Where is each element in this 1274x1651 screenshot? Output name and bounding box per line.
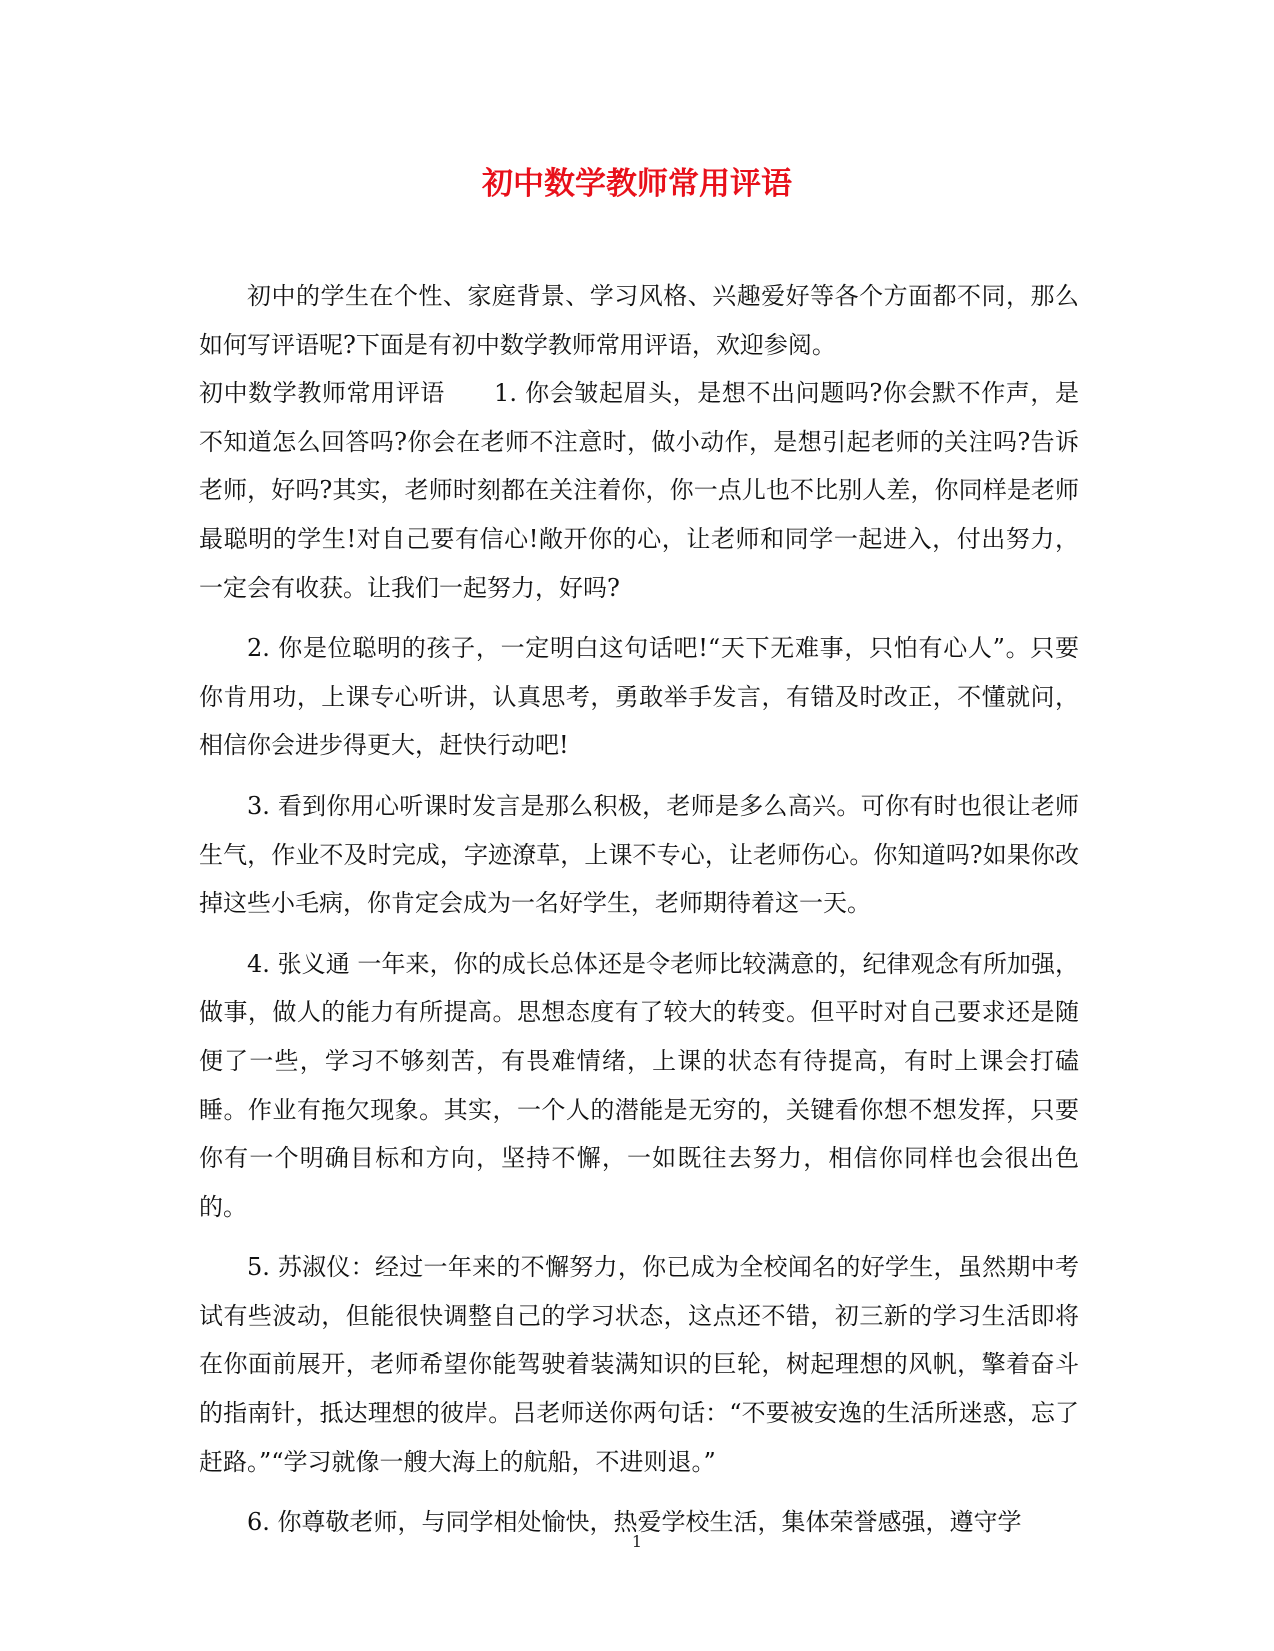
comment-paragraph-3: 3. 看到你用心听课时发言是那么积极，老师是多么高兴。可你有时也很让老师生气，作业不及时完成，字迹潦草，上课不专心，让老师伤心。你知道吗?如果你改掉这些小毛病，你肯定会成为一名好学生，老师期待着这一天。 [199, 791, 1079, 918]
comment-paragraph-2: 2. 你是位聪明的孩子，一定明白这句话吧!“天下无难事，只怕有心人”。只要你肯用功，上课专心听讲，认真思考，勇敢举手发言，有错及时改正，不懂就问，相信你会进步得更大，赶快行动吧! [199, 634, 1079, 760]
document-title: 初中数学教师常用评语 [482, 166, 792, 202]
comment-paragraph-4: 4. 张义通 一年来，你的成长总体还是令老师比较满意的，纪律观念有所加强，做事，做人的能力有所提高。思想态度有了较大的转变。但平时对自己要求还是随便了一些，学习不够刻苦，有畏难情绪，上课的状态有待提高，有时上课会打磕睡。作业有拖欠现象。其实，一个人的潜能是无穷的，关键看你想不想发挥，只要你有一个明确目标和方向，坚持不懈，一如既往去努力，相信你同样也会很出色的。 [199, 949, 1079, 1221]
intro-paragraph: 初中的学生在个性、家庭背景、学习风格、兴趣爱好等各个方面都不同，那么如何写评语呢?下面是有初中数学教师常用评语，欢迎参阅。 [199, 282, 1079, 359]
page-number: 1 [631, 1532, 643, 1551]
document-body [199, 272, 1079, 1559]
comment-paragraph-5: 5. 苏淑仪：经过一年来的不懈努力，你已成为全校闻名的好学生，虽然期中考试有些波动，但能很快调整自己的学习状态，这点还不错，初三新的学习生活即将在你面前展开，老师希望你能驾驶着装满知识的巨轮，树起理想的风帆，擎着奋斗的指南针，抵达理想的彼岸。吕老师送你两句话：“不要被安逸的生活所迷惑，忘了赶路。”“学习就像一艘大海上的航船，不进则退。” [199, 1253, 1079, 1476]
comment-paragraph-6: 6. 你尊敬老师，与同学相处愉快，热爱学校生活，集体荣誉感强，遵守学 [247, 1508, 1022, 1537]
comment-paragraph-1: 初中数学教师常用评语 1. 你会皱起眉头，是想不出问题吗?你会默不作声，是不知道怎么回答吗?你会在老师不注意时，做小动作，是想引起老师的关注吗?告诉老师，好吗?其实，老师时刻都在关注着你，你一点儿也不比别人差，你同样是老师最聪明的学生!对自己要有信心!敞开你的心，让老师和同学一起进入，付出努力，一定会有收获。让我们一起努力，好吗? [199, 379, 1079, 602]
